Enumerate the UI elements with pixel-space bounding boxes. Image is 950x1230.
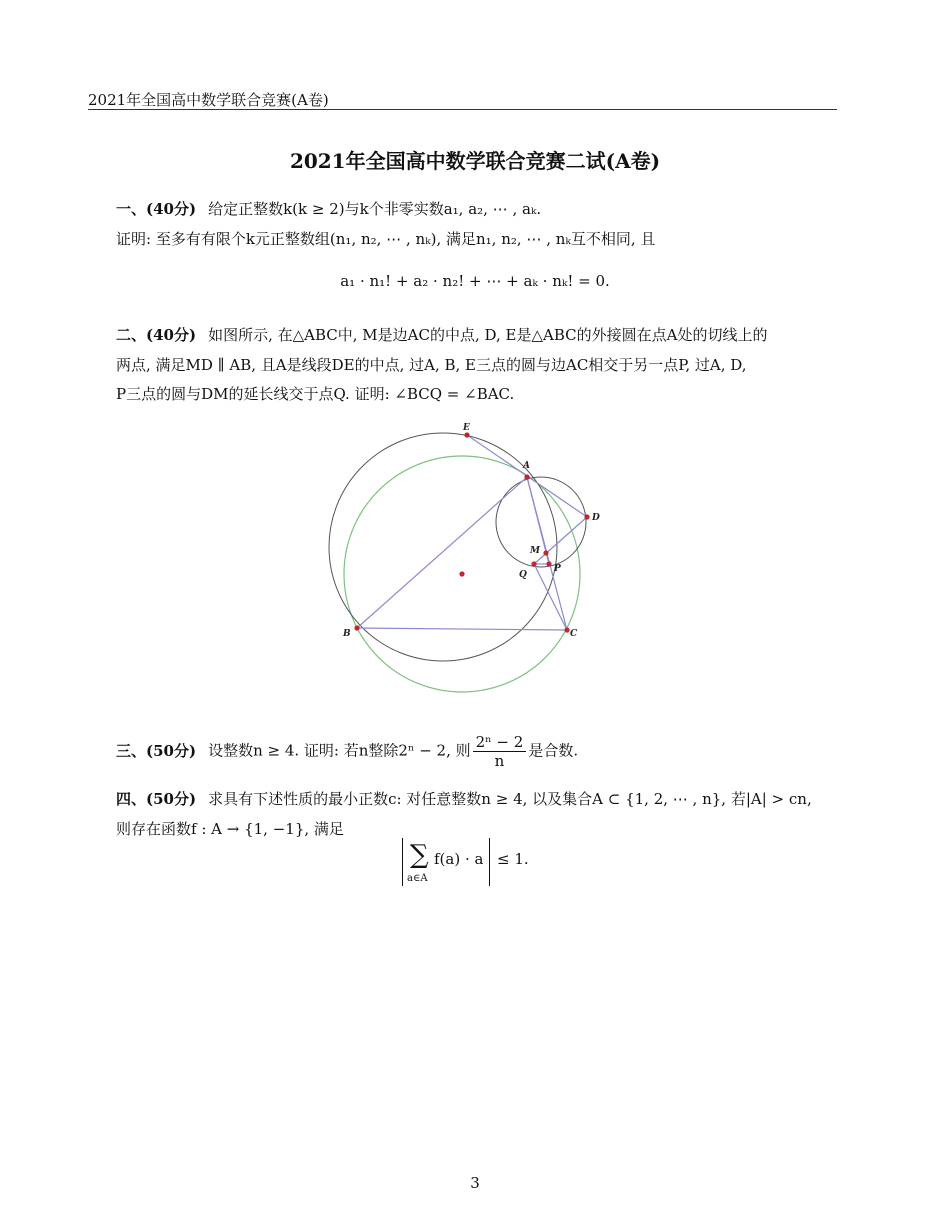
- point-c: [564, 627, 569, 632]
- point-o: [459, 571, 464, 576]
- problem-2-text-1: 如图所示, 在△ABC中, M是边AC的中点, D, E是△ABC的外接圆在点A处的切线上的: [208, 326, 768, 344]
- sum-expression: f(a) · a: [434, 850, 484, 868]
- label-b: B: [343, 629, 351, 639]
- point-p: [546, 561, 551, 566]
- problem-4-text-1: 求具有下述性质的最小正数c: 对任意整数n ≥ 4, 以及集合A ⊂ {1, 2, ⋯ , n}, 若|A| > cn,: [208, 790, 812, 808]
- problem-2-line-3: P三点的圆与DM的延长线交于点Q. 证明: ∠BCQ = ∠BAC.: [116, 385, 515, 403]
- running-header: 2021年全国高中数学联合竞赛(A卷): [88, 91, 329, 109]
- fraction-denominator: n: [494, 752, 505, 770]
- sum-symbol: ∑: [410, 840, 429, 870]
- problem-1-formula: a₁ · n₁! + a₂ · n₂! + ⋯ + aₖ · nₖ! = 0.: [340, 272, 610, 290]
- point-e: [464, 432, 469, 437]
- label-c: C: [570, 629, 578, 639]
- problem-2-label: 二、(40分): [116, 326, 197, 344]
- problem-2-line-2: 两点, 满足MD ∥ AB, 且A是线段DE的中点, 过A, B, E三点的圆与边AC相交于另一点P, 过A, D,: [116, 356, 747, 374]
- abs-bar-right: [489, 838, 490, 886]
- point-a: [524, 474, 529, 479]
- abs-bar-left: [402, 838, 403, 886]
- sum-inequality: ≤ 1.: [497, 850, 529, 868]
- point-b: [354, 625, 359, 630]
- point-d: [584, 514, 589, 519]
- segment-qc: [534, 564, 567, 630]
- problem-1-label: 一、(40分): [116, 200, 197, 218]
- page-title: 2021年全国高中数学联合竞赛二试(A卷): [289, 149, 661, 173]
- label-q: Q: [519, 570, 527, 580]
- label-d: D: [592, 513, 600, 523]
- problem-4-label: 四、(50分): [116, 790, 197, 808]
- point-m: [543, 550, 548, 555]
- point-q: [531, 561, 536, 566]
- circle-adp: [496, 477, 586, 567]
- fraction-numerator: 2ⁿ − 2: [473, 733, 527, 752]
- label-m: M: [530, 546, 540, 556]
- problem-4-formula: [402, 838, 530, 888]
- segment-bc: [357, 628, 567, 630]
- label-e: E: [463, 423, 470, 433]
- problem-3-fraction: [473, 733, 527, 770]
- label-p: P: [554, 564, 561, 574]
- problem-1-line-2: 证明: 至多有有限个k元正整数组(n₁, n₂, ⋯ , nₖ), 满足n₁, n₂, ⋯ , nₖ互不相同, 且: [116, 230, 656, 248]
- problem-3: [116, 733, 578, 770]
- problem-1-text-1: 给定正整数k(k ≥ 2)与k个非零实数a₁, a₂, ⋯ , aₖ.: [208, 200, 542, 218]
- problem-3-text-after: 是合数.: [528, 741, 579, 760]
- segment-ba: [357, 477, 527, 628]
- problem-4-line-2: 则存在函数f : A → {1, −1}, 满足: [116, 820, 344, 838]
- page-number: 3: [470, 1174, 480, 1192]
- sum-subscript: a∈A: [407, 873, 428, 884]
- problem-4-line-1: [116, 788, 812, 809]
- problem-3-text-before: 设整数n ≥ 4. 证明: 若n整除2ⁿ − 2, 则: [208, 741, 471, 760]
- problem-3-label: 三、(50分): [116, 741, 197, 760]
- label-a: A: [523, 461, 530, 471]
